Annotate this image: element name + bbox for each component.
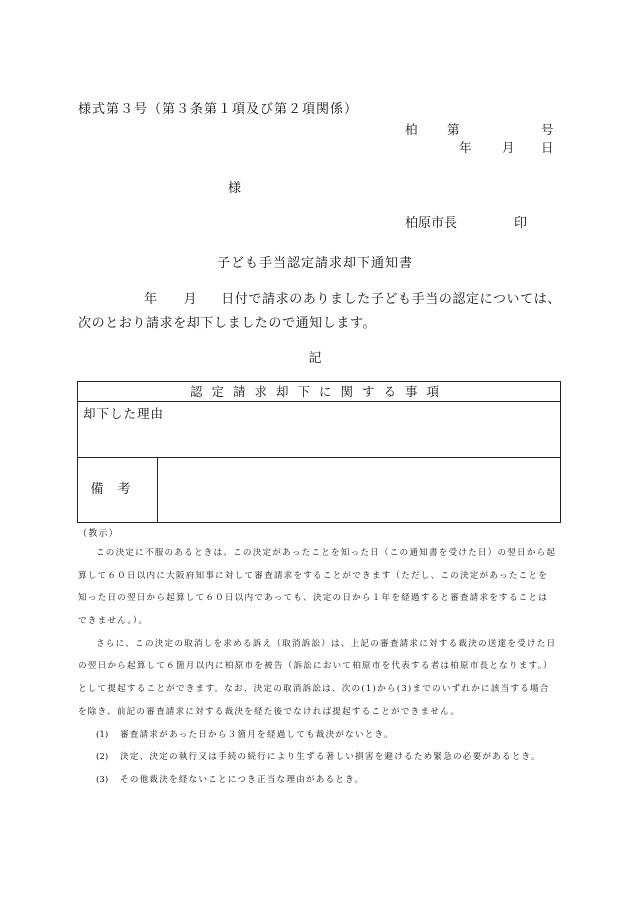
notes-row (78, 457, 560, 522)
instruction-item (78, 746, 568, 769)
notes-label: 備考 (78, 457, 158, 522)
body-text (78, 288, 568, 336)
item-number: (2) (96, 752, 109, 763)
issuer-title: 柏原市長 (405, 216, 458, 231)
item-number: (1) (96, 729, 109, 740)
item-text: その他裁決を経ないことにつき正当な理由があるとき。 (120, 774, 365, 785)
body-line-1 (78, 288, 568, 312)
instruction-line: さらに、この決定の取消しを求める訴え（取消訴訟）は、上記の審査請求に対する裁決の送達を受けた日 (96, 638, 557, 649)
table-header: 認定請求却下に関する事項 (78, 382, 560, 402)
instruction-line: として提起することができます。なお、決定の取消訴訟は、次の(1)から(3)までのいずれかに該当する場合 (78, 684, 550, 695)
instruction-line: この決定に不服のあるときは、この決定があったことを知った日（この通知書を受けた日）の翌日から起 (96, 548, 557, 558)
issuer-seal: 印 (514, 216, 528, 231)
doc-number-go: 号 (541, 122, 554, 137)
reason-label: 却下した理由 (83, 406, 165, 421)
reason-row (78, 401, 560, 458)
instruction-line: 算して６０日以内に大阪府知事に対して審査請求をすることができます（ただし、この決定があったことを (78, 570, 549, 581)
instruction-item (78, 769, 568, 792)
instructions (78, 526, 568, 792)
doc-number-prefix: 柏 (405, 122, 418, 137)
body-year: 年 (144, 292, 158, 307)
instruction-line: できません。）。 (78, 616, 149, 627)
document-title: 子ども手当認定請求却下通知書 (216, 256, 413, 271)
date-year: 年 (459, 140, 472, 155)
instruction-line: の翌日から起算して６箇月以内に柏原市を被告（訴訟において柏原市を代表する者は柏原市長となります。） (78, 661, 553, 672)
item-text: 審査請求があった日から３箇月を経過しても裁決がないとき。 (120, 729, 394, 740)
form-number: 様式第３号（第３条第１項及び第２項関係） (78, 102, 359, 117)
instructions-heading: （教示） (78, 529, 119, 539)
date-day: 日 (541, 140, 554, 155)
addressee-honorific: 様 (228, 181, 242, 196)
instruction-item (78, 724, 568, 747)
item-number: (3) (96, 774, 109, 785)
doc-number-dai: 第 (447, 122, 460, 137)
body-line-1-rest: 日付で請求のありました子ども手当の認定については、 (221, 292, 561, 307)
instruction-line: 知った日の翌日から起算して６０日以内であっても、決定の日から１年を経過すると審査請求をすることは (78, 593, 549, 604)
ki-heading: 記 (308, 351, 322, 366)
rejection-table (77, 381, 561, 523)
body-month: 月 (183, 292, 198, 307)
body-line-2: 次のとおり請求を却下しましたので通知します。 (78, 316, 377, 331)
item-text: 決定、決定の執行又は手続の続行により生ずる著しい損害を避けるため緊急の必要があるとき。 (120, 752, 541, 763)
instruction-line: を除き、前記の審査請求に対する裁決を経た後でなければ提起することができません。 (78, 706, 461, 717)
date-month: 月 (502, 140, 515, 155)
